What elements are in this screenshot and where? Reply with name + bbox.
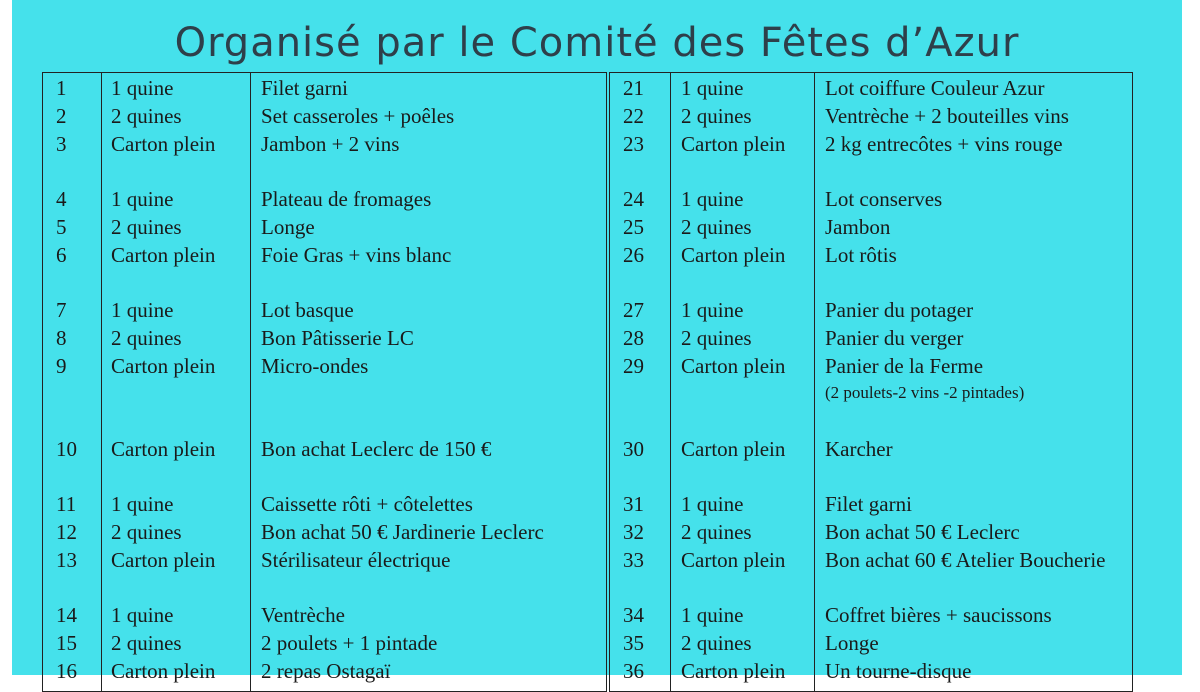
row-win-type: 1 quine: [111, 603, 174, 627]
row-win-type: 2 quines: [681, 631, 752, 655]
row-win-type: 1 quine: [681, 187, 744, 211]
row-win-type: 2 quines: [681, 326, 752, 350]
row-win-type: Carton plein: [111, 437, 216, 461]
row-prize: Lot coiffure Couleur Azur: [825, 76, 1045, 100]
row-win-type: 2 quines: [111, 520, 182, 544]
row-number: 14: [56, 603, 77, 627]
row-prize: Lot rôtis: [825, 243, 897, 267]
row-prize: Filet garni: [261, 76, 348, 100]
paper-sheet: [12, 0, 1182, 683]
row-win-type: Carton plein: [111, 132, 216, 156]
row-number: 32: [623, 520, 644, 544]
row-prize: Bon Pâtisserie LC: [261, 326, 414, 350]
row-prize: Ventrèche + 2 bouteilles vins: [825, 104, 1069, 128]
row-win-type: 1 quine: [681, 298, 744, 322]
row-number: 16: [56, 659, 77, 683]
row-win-type: 1 quine: [681, 492, 744, 516]
row-prize: Plateau de fromages: [261, 187, 432, 211]
row-win-type: 2 quines: [681, 104, 752, 128]
row-win-type: 1 quine: [111, 298, 174, 322]
row-win-type: Carton plein: [681, 132, 786, 156]
row-prize: Lot conserves: [825, 187, 943, 211]
row-number: 9: [56, 354, 67, 378]
row-win-type: 1 quine: [681, 76, 744, 100]
row-number: 8: [56, 326, 67, 350]
row-win-type: 2 quines: [681, 520, 752, 544]
row-win-type: Carton plein: [111, 354, 216, 378]
row-number: 21: [623, 76, 644, 100]
row-win-type: Carton plein: [681, 437, 786, 461]
right-prize-table: [609, 72, 1133, 692]
row-win-type: 2 quines: [111, 326, 182, 350]
row-win-type: 2 quines: [681, 215, 752, 239]
column-divider: [250, 73, 251, 691]
row-number: 29: [623, 354, 644, 378]
row-number: 31: [623, 492, 644, 516]
row-prize: Jambon + 2 vins: [261, 132, 400, 156]
row-number: 2: [56, 104, 67, 128]
row-win-type: 1 quine: [111, 187, 174, 211]
row-number: 30: [623, 437, 644, 461]
row-win-type: 2 quines: [111, 104, 182, 128]
row-win-type: Carton plein: [111, 548, 216, 572]
page-title: Organisé par le Comité des Fêtes d’Azur: [174, 20, 1020, 66]
row-prize: 2 kg entrecôtes + vins rouge: [825, 132, 1063, 156]
row-prize: Ventrèche: [261, 603, 345, 627]
column-divider: [670, 73, 671, 691]
row-prize: Bon achat 50 € Jardinerie Leclerc: [261, 520, 544, 544]
row-win-type: 1 quine: [681, 603, 744, 627]
row-number: 35: [623, 631, 644, 655]
row-number: 6: [56, 243, 67, 267]
column-divider: [814, 73, 815, 691]
row-number: 33: [623, 548, 644, 572]
row-prize: Bon achat Leclerc de 150 €: [261, 437, 492, 461]
row-prize: Panier du potager: [825, 298, 974, 322]
row-prize: Jambon: [825, 215, 891, 239]
row-number: 34: [623, 603, 644, 627]
row-win-type: Carton plein: [111, 243, 216, 267]
row-win-type: Carton plein: [681, 354, 786, 378]
row-prize: Micro-ondes: [261, 354, 369, 378]
row-prize: Filet garni: [825, 492, 912, 516]
row-prize: Panier du verger: [825, 326, 964, 350]
row-prize: Longe: [261, 215, 315, 239]
row-number: 4: [56, 187, 67, 211]
prize-note: (2 poulets-2 vins -2 pintades): [825, 383, 1025, 402]
row-number: 25: [623, 215, 644, 239]
row-win-type: 2 quines: [111, 215, 182, 239]
row-prize: Bon achat 60 € Atelier Boucherie: [825, 548, 1106, 572]
row-prize: Coffret bières + saucissons: [825, 603, 1052, 627]
left-prize-table: [42, 72, 607, 692]
row-number: 1: [56, 76, 67, 100]
row-win-type: 1 quine: [111, 492, 174, 516]
row-prize: Stérilisateur électrique: [261, 548, 451, 572]
row-win-type: 2 quines: [111, 631, 182, 655]
row-prize: Foie Gras + vins blanc: [261, 243, 452, 267]
row-number: 11: [56, 492, 77, 516]
row-number: 22: [623, 104, 644, 128]
row-number: 36: [623, 659, 644, 683]
row-prize: 2 repas Ostagaï: [261, 659, 391, 683]
column-divider: [101, 73, 102, 691]
row-prize: Lot basque: [261, 298, 354, 322]
row-prize: Bon achat 50 € Leclerc: [825, 520, 1020, 544]
row-win-type: Carton plein: [681, 659, 786, 683]
row-number: 10: [56, 437, 77, 461]
row-prize: Karcher: [825, 437, 893, 461]
row-prize: Set casseroles + poêles: [261, 104, 455, 128]
row-win-type: Carton plein: [681, 243, 786, 267]
row-number: 26: [623, 243, 644, 267]
row-prize: Un tourne-disque: [825, 659, 972, 683]
row-number: 15: [56, 631, 77, 655]
row-number: 3: [56, 132, 67, 156]
row-number: 23: [623, 132, 644, 156]
row-number: 13: [56, 548, 77, 572]
row-win-type: Carton plein: [111, 659, 216, 683]
row-win-type: Carton plein: [681, 548, 786, 572]
row-prize: 2 poulets + 1 pintade: [261, 631, 438, 655]
row-prize: Panier de la Ferme: [825, 354, 984, 378]
row-number: 28: [623, 326, 644, 350]
row-win-type: 1 quine: [111, 76, 174, 100]
row-number: 24: [623, 187, 644, 211]
row-number: 12: [56, 520, 77, 544]
row-number: 7: [56, 298, 67, 322]
row-number: 27: [623, 298, 644, 322]
row-number: 5: [56, 215, 67, 239]
row-prize: Longe: [825, 631, 879, 655]
row-prize: Caissette rôti + côtelettes: [261, 492, 473, 516]
